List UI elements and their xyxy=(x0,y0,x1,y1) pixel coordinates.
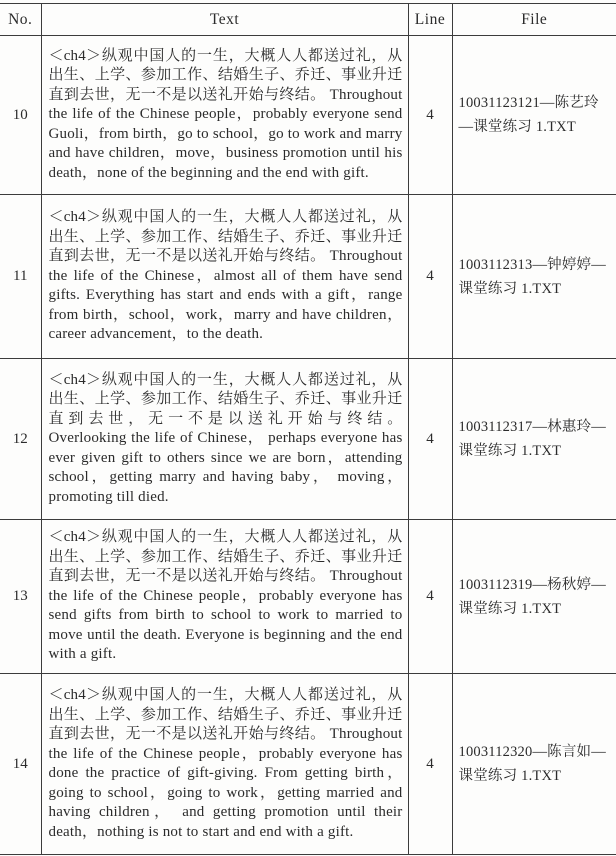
column-header-no: No. xyxy=(0,4,41,36)
header-row xyxy=(0,4,616,36)
file-name-cell: 1003112313—钟婷婷—课堂练习 1.TXT xyxy=(452,195,616,359)
text-cell: ＜ch4＞纵观中国人的一生，大概人人都送过礼，从出生、上学、参加工作、结婚生子、乔迁、事业升迁直到去世，无一不是以送礼开始与终结。 Throughout the life of the Chinese people，probably everyone has send gifts from birth to school to work to married to move until the death. Everyone is beginning and the end with a gift. xyxy=(41,520,408,674)
table-header xyxy=(0,4,616,36)
row-number-cell: 12 xyxy=(0,359,41,520)
line-count-cell: 4 xyxy=(408,359,452,520)
line-count-cell: 4 xyxy=(408,195,452,359)
row-number-cell: 14 xyxy=(0,674,41,855)
row-number-cell: 11 xyxy=(0,195,41,359)
table-row xyxy=(0,674,616,855)
file-name-cell: 1003112317—林惠玲—课堂练习 1.TXT xyxy=(452,359,616,520)
file-name-cell: 1003112319—杨秋婷—课堂练习 1.TXT xyxy=(452,520,616,674)
text-cell: ＜ch4＞纵观中国人的一生，大概人人都送过礼，从出生、上学、参加工作、结婚生子、乔迁、事业升迁直到去世，无一不是以送礼开始与终结。 Throughout the life of the Chinese，almost all of them have send gifts. Everything has start and ends with a gift，range from birth，school，work，marry and have children，career advancement，to the death. xyxy=(41,195,408,359)
file-name-cell: 1003112320—陈言如—课堂练习 1.TXT xyxy=(452,674,616,855)
text-cell: ＜ch4＞纵观中国人的一生，大概人人都送过礼，从出生、上学、参加工作、结婚生子、乔迁、事业升迁直到去世，无一不是以送礼开始与终结。 Overlooking the life of Chinese， perhaps everyone has ever given gift to others since we are born，attending school，getting marry and having baby， moving，promoting till died. xyxy=(41,359,408,520)
student-text-table xyxy=(0,3,616,855)
column-header-line: Line xyxy=(408,4,452,36)
table-row xyxy=(0,36,616,195)
table-body xyxy=(0,36,616,855)
text-cell: ＜ch4＞纵观中国人的一生，大概人人都送过礼，从出生、上学、参加工作、结婚生子、乔迁、事业升迁直到去世，无一不是以送礼开始与终结。 Throughout the life of the Chinese people，probably everyone has done the practice of gift-giving. From getting birth，going to school，going to work，getting married and having children， and getting promotion until their death，nothing is not to start and end with a gift. xyxy=(41,674,408,855)
column-header-text: Text xyxy=(41,4,408,36)
line-count-cell: 4 xyxy=(408,520,452,674)
table-row xyxy=(0,520,616,674)
row-number-cell: 10 xyxy=(12,106,28,123)
text-cell: ＜ch4＞纵观中国人的一生，大概人人都送过礼，从出生、上学、参加工作、结婚生子、乔迁、事业升迁直到去世，无一不是以送礼开始与终结。 Throughout the life of the Chinese people，probably everyone send Guoli，from birth，go to school，go to work and marry and have children，move，business promotion until his death，none of the beginning and the end with gift. xyxy=(41,36,408,195)
table-row xyxy=(0,359,616,520)
file-name-cell: 10031123121—陈艺玲—课堂练习 1.TXT xyxy=(452,36,616,195)
row-number-cell: 13 xyxy=(0,520,41,674)
table-row xyxy=(0,195,616,359)
column-header-file: File xyxy=(452,4,616,36)
line-count-cell: 4 xyxy=(408,36,452,195)
line-count-cell: 4 xyxy=(408,674,452,855)
